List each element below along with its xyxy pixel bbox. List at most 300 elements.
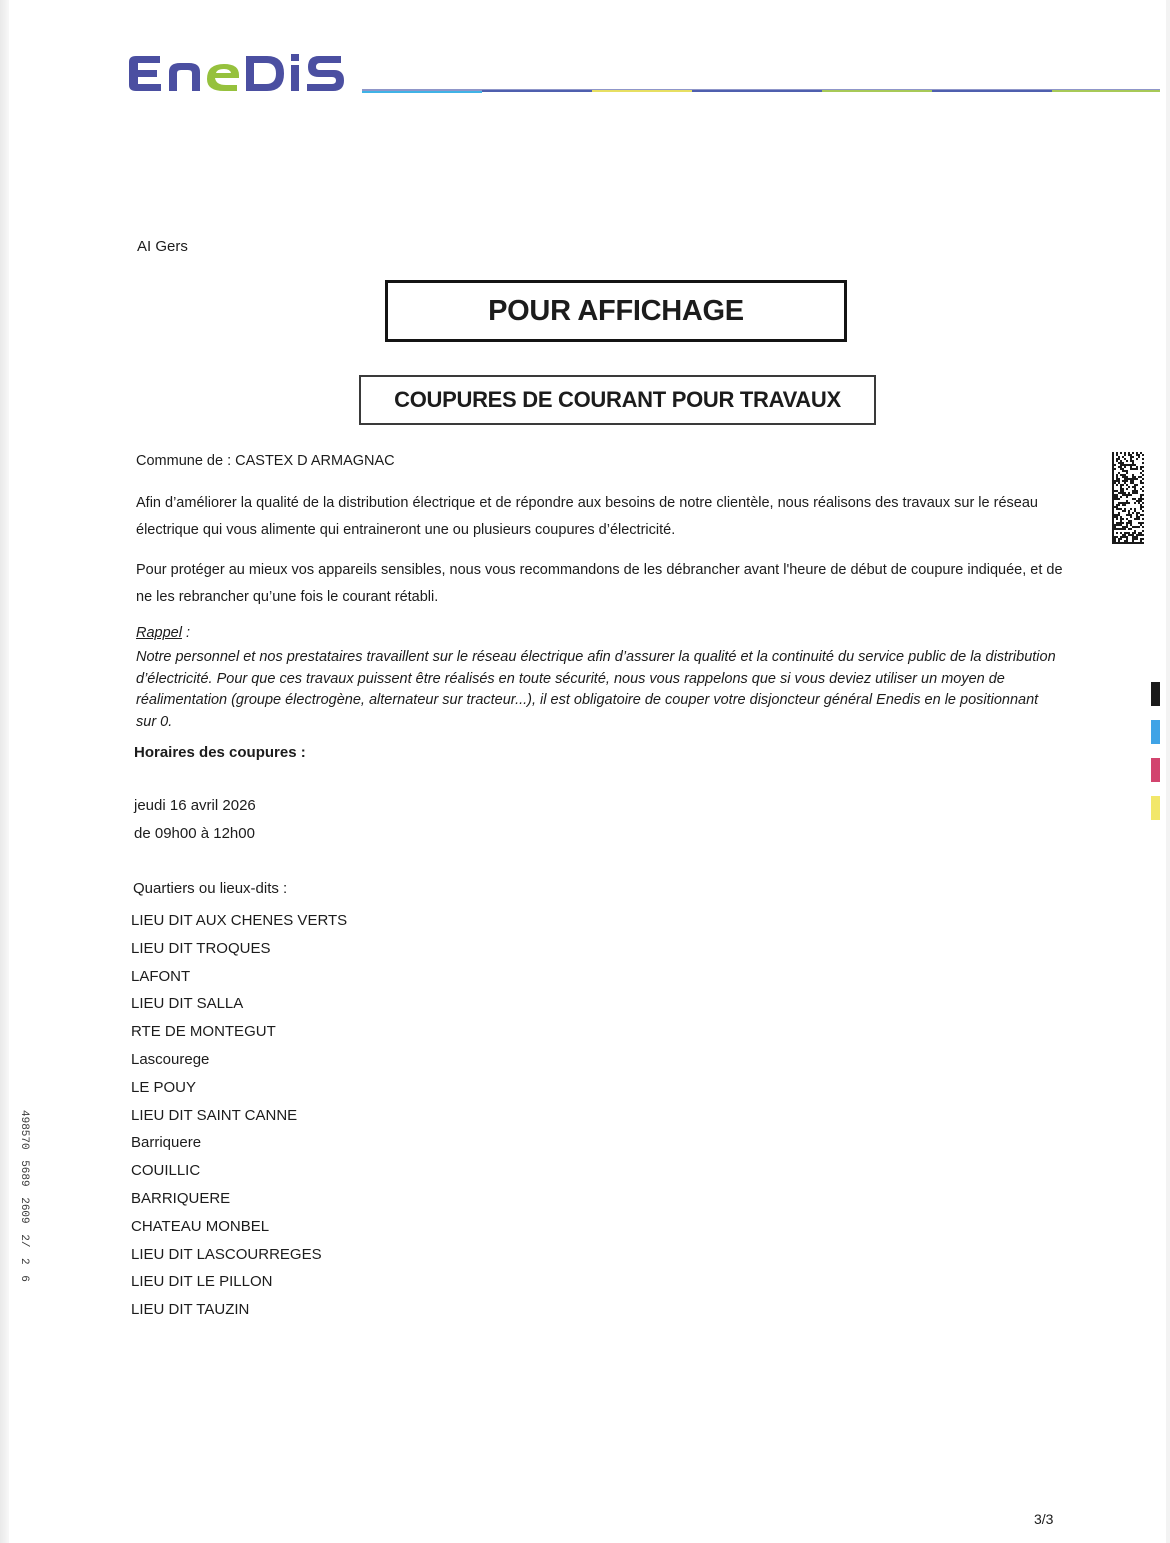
barcode-module [1142,494,1144,496]
barcode-module [1126,524,1128,526]
barcode-module [1126,488,1128,490]
barcode-module [1138,498,1140,500]
barcode-module [1130,466,1132,468]
barcode-module [1118,480,1120,482]
barcode-module [1112,500,1114,502]
barcode-module [1124,478,1126,480]
barcode-module [1116,490,1118,492]
barcode-module [1134,488,1136,490]
list-item: LIEU DIT SALLA [131,995,244,1013]
barcode-module [1120,532,1122,534]
barcode-module [1124,480,1126,482]
barcode-module [1114,516,1116,518]
barcode-module [1126,542,1128,544]
barcode-module [1126,484,1128,486]
barcode-module [1132,492,1134,494]
barcode-module [1120,538,1122,540]
barcode-module [1128,514,1130,516]
barcode-module [1132,452,1134,454]
barcode-module [1116,498,1118,500]
barcode-module [1112,490,1114,492]
barcode-module [1142,502,1144,504]
barcode-module [1114,496,1116,498]
barcode-module [1132,468,1134,470]
barcode-module [1116,522,1118,524]
barcode-module [1142,486,1144,488]
barcode-module [1116,460,1118,462]
barcode-module [1126,478,1128,480]
barcode-module [1118,458,1120,460]
barcode-module [1122,490,1124,492]
barcode-module [1138,532,1140,534]
barcode-module [1140,540,1142,542]
barcode-module [1122,518,1124,520]
document-title: POUR AFFICHAGE [385,280,847,342]
barcode-module [1126,470,1128,472]
barcode-module [1112,516,1114,518]
barcode-module [1124,458,1126,460]
barcode-module [1132,538,1134,540]
barcode-module [1140,476,1142,478]
barcode-module [1116,528,1118,530]
barcode-module [1140,532,1142,534]
barcode-module [1112,492,1114,494]
barcode-module [1124,492,1126,494]
barcode-module [1122,494,1124,496]
print-color-marks [1151,682,1161,834]
barcode-module [1136,468,1138,470]
barcode-module [1112,532,1114,534]
barcode-module [1136,484,1138,486]
barcode-module [1124,482,1126,484]
barcode-module [1126,538,1128,540]
barcode-module [1142,478,1144,480]
list-item: LIEU DIT TAUZIN [131,1301,250,1319]
barcode-module [1124,502,1126,504]
list-item: Barriquere [131,1134,202,1152]
barcode-module [1118,498,1120,500]
barcode-module [1118,466,1120,468]
barcode-module [1130,528,1132,530]
barcode-module [1130,494,1132,496]
barcode-module [1140,496,1142,498]
barcode-module [1112,454,1114,456]
barcode-module [1140,538,1142,540]
places-list [131,907,347,1324]
barcode-module [1138,456,1140,458]
barcode-module [1124,510,1126,512]
barcode-module [1132,478,1134,480]
barcode-module [1112,488,1114,490]
barcode-module [1114,506,1116,508]
barcode-module [1114,498,1116,500]
barcode-module [1124,504,1126,506]
barcode-module [1120,452,1122,454]
rappel-paragraph: Notre personnel et nos prestataires travaillent sur le réseau électrique afin d’assurer la qualité et la continuité du service public de la distribution d’électricité. Pour que ces travaux puissent être réalisés en toute sécurité, nous vous rappelons que si vous deviez utiliser un moyen de réalimentation (groupe électrogène, alternateur sur tracteur...), il est obligatoire de couper votre disjoncteur général Enedis en le positionnant sur 0. [136,649,1056,730]
barcode-module [1122,462,1124,464]
commune-line: Commune de : CASTEX D ARMAGNAC [136,453,395,469]
barcode-module [1120,490,1122,492]
barcode-module [1120,524,1122,526]
outage-date: jeudi 16 avril 2026 [134,797,256,814]
barcode-module [1134,532,1136,534]
barcode-module [1140,506,1142,508]
barcode-module [1128,494,1130,496]
barcode-module [1120,474,1122,476]
barcode-module [1140,522,1142,524]
barcode-module [1114,538,1116,540]
rappel-heading-colon: : [186,625,191,641]
barcode-module [1136,534,1138,536]
barcode-module [1128,492,1130,494]
barcode-module [1138,454,1140,456]
barcode-module [1118,472,1120,474]
barcode-module [1112,460,1114,462]
barcode-module [1130,508,1132,510]
barcode-module [1118,478,1120,480]
list-item: BARRIQUERE [131,1189,231,1207]
barcode-module [1118,492,1120,494]
barcode-module [1122,474,1124,476]
page-right-edge [1166,0,1170,1543]
list-item: COUILLIC [131,1162,201,1180]
barcode-module [1142,510,1144,512]
barcode-module [1128,478,1130,480]
barcode-module [1134,510,1136,512]
barcode-module [1122,464,1124,466]
barcode-module [1124,466,1126,468]
barcode-module [1134,476,1136,478]
barcode-module [1112,536,1114,538]
barcode-module [1136,514,1138,516]
list-item: Lascourege [131,1050,210,1068]
barcode-module [1138,542,1140,544]
barcode-module [1120,528,1122,530]
barcode-module [1116,524,1118,526]
barcode-module [1126,460,1128,462]
barcode-module [1130,480,1132,482]
barcode-module [1112,502,1114,504]
barcode-module [1126,532,1128,534]
barcode-module [1112,470,1114,472]
barcode-module [1132,512,1134,514]
barcode-module [1112,478,1114,480]
barcode-module [1126,518,1128,520]
barcode-module [1128,522,1130,524]
barcode-module [1136,518,1138,520]
barcode-module [1142,490,1144,492]
barcode-module [1134,490,1136,492]
barcode-module [1140,494,1142,496]
barcode-module [1142,470,1144,472]
barcode-module [1112,480,1114,482]
barcode-module [1124,470,1126,472]
barcode-module [1126,536,1128,538]
barcode-module [1116,518,1118,520]
barcode-module [1136,512,1138,514]
page-number: 3/3 [1034,1511,1054,1527]
enedis-logo [127,48,349,98]
barcode-module [1120,492,1122,494]
color-mark-yellow [1151,796,1160,820]
barcode-module [1134,538,1136,540]
list-item: LIEU DIT LE PILLON [131,1273,273,1291]
barcode-module [1116,452,1118,454]
rappel-heading-text: Rappel [136,625,182,641]
barcode-module [1136,542,1138,544]
barcode-module [1140,488,1142,490]
barcode-module [1112,468,1114,470]
barcode-module [1132,532,1134,534]
barcode-module [1122,476,1124,478]
barcode-module [1122,468,1124,470]
barcode-module [1120,462,1122,464]
barcode-module [1112,462,1114,464]
barcode-module [1132,540,1134,542]
barcode-module [1142,522,1144,524]
barcode-module [1136,536,1138,538]
barcode-module [1122,534,1124,536]
barcode-module [1118,502,1120,504]
barcode-module [1134,478,1136,480]
barcode-module [1120,468,1122,470]
barcode-module [1112,522,1114,524]
barcode-module [1142,530,1144,532]
barcode-module [1132,542,1134,544]
barcode-module [1140,468,1142,470]
barcode-module [1134,486,1136,488]
color-mark-magenta [1151,758,1160,782]
barcode-module [1140,482,1142,484]
barcode-module [1142,466,1144,468]
barcode-module [1136,454,1138,456]
barcode-module [1112,510,1114,512]
barcode-module [1128,486,1130,488]
barcode-module [1112,514,1114,516]
barcode-module [1124,508,1126,510]
barcode-module [1136,492,1138,494]
barcode-module [1114,494,1116,496]
barcode-module [1114,514,1116,516]
list-item: LIEU DIT TROQUES [131,939,271,957]
barcode-module [1138,476,1140,478]
barcode-module [1126,494,1128,496]
barcode-module [1116,480,1118,482]
barcode-module [1126,522,1128,524]
list-item: RTE DE MONTEGUT [131,1023,276,1041]
barcode-module [1136,538,1138,540]
barcode-module [1132,474,1134,476]
barcode-module [1130,464,1132,466]
horaires-heading: Horaires des coupures : [134,744,306,761]
barcode-module [1112,524,1114,526]
barcode-module [1132,462,1134,464]
barcode-module [1120,518,1122,520]
list-item: CHATEAU MONBEL [131,1217,270,1235]
barcode-module [1120,496,1122,498]
barcode-module [1134,526,1136,528]
barcode-module [1114,542,1116,544]
barcode-module [1116,508,1118,510]
barcode-module [1126,514,1128,516]
barcode-module [1122,492,1124,494]
barcode-module [1120,488,1122,490]
barcode-module [1112,530,1114,532]
barcode-module [1138,502,1140,504]
barcode-module [1118,524,1120,526]
barcode-module [1126,464,1128,466]
barcode-module [1120,508,1122,510]
barcode-module [1124,532,1126,534]
barcode-module [1124,454,1126,456]
barcode-module [1118,456,1120,458]
barcode-module [1116,494,1118,496]
barcode-module [1140,452,1142,454]
barcode-module [1124,526,1126,528]
barcode-module [1134,530,1136,532]
barcode-module [1124,476,1126,478]
barcode-module [1140,500,1142,502]
barcode-module [1136,458,1138,460]
barcode-module [1130,516,1132,518]
barcode-module [1116,476,1118,478]
barcode-module [1112,464,1114,466]
barcode-module [1140,504,1142,506]
barcode-module [1124,452,1126,454]
barcode-module [1116,516,1118,518]
barcode-module [1116,514,1118,516]
barcode-module [1132,498,1134,500]
barcode-module [1114,524,1116,526]
barcode-module [1126,480,1128,482]
barcode-module [1118,482,1120,484]
barcode-module [1130,524,1132,526]
barcode-module [1116,496,1118,498]
barcode-module [1132,526,1134,528]
barcode-module [1122,484,1124,486]
barcode-module [1126,540,1128,542]
barcode-module [1130,458,1132,460]
barcode-module [1112,484,1114,486]
barcode-module [1112,528,1114,530]
rappel-heading [136,625,182,641]
intro-paragraph: Afin d’améliorer la qualité de la distribution électrique et de répondre aux besoins de notre clientèle, nous réalisons des travaux sur le réseau électrique qui vous alimente qui entraineront une ou plusieurs coupures d’électricité. [136,495,1038,538]
barcode-module [1140,498,1142,500]
barcode-module [1122,536,1124,538]
barcode-module [1142,454,1144,456]
barcode-module [1116,532,1118,534]
barcode-module [1142,506,1144,508]
datamatrix-barcode [1112,452,1144,544]
places-heading: Quartiers ou lieux-dits : [133,880,288,897]
barcode-module [1112,512,1114,514]
barcode-module [1134,508,1136,510]
barcode-module [1126,502,1128,504]
barcode-module [1128,502,1130,504]
barcode-module [1136,452,1138,454]
barcode-module [1124,540,1126,542]
barcode-module [1132,476,1134,478]
barcode-module [1112,482,1114,484]
barcode-module [1124,474,1126,476]
barcode-module [1118,528,1120,530]
list-item: LIEU DIT AUX CHENES VERTS [131,912,348,929]
barcode-module [1140,514,1142,516]
list-item: LE POUY [131,1078,197,1096]
barcode-module [1136,516,1138,518]
barcode-module [1130,460,1132,462]
barcode-module [1120,520,1122,522]
barcode-module [1142,526,1144,528]
barcode-module [1130,542,1132,544]
barcode-module [1116,474,1118,476]
barcode-module [1142,518,1144,520]
barcode-module [1114,540,1116,542]
barcode-module [1114,490,1116,492]
barcode-module [1122,480,1124,482]
barcode-module [1112,452,1114,454]
barcode-module [1132,536,1134,538]
barcode-module [1138,526,1140,528]
barcode-module [1142,534,1144,536]
barcode-module [1138,512,1140,514]
barcode-module [1136,490,1138,492]
barcode-module [1116,542,1118,544]
barcode-module [1122,522,1124,524]
barcode-module [1134,502,1136,504]
barcode-module [1140,524,1142,526]
barcode-module [1112,538,1114,540]
barcode-module [1112,472,1114,474]
barcode-module [1120,486,1122,488]
barcode-module [1134,468,1136,470]
barcode-module [1122,470,1124,472]
barcode-module [1122,502,1124,504]
barcode-module [1114,528,1116,530]
barcode-module [1118,522,1120,524]
barcode-module [1112,476,1114,478]
barcode-module [1124,494,1126,496]
list-item: LIEU DIT SAINT CANNE [131,1106,298,1124]
page-left-edge [0,0,9,1543]
barcode-module [1126,476,1128,478]
barcode-module [1132,464,1134,466]
barcode-module [1118,504,1120,506]
barcode-module [1112,542,1114,544]
barcode-module [1118,514,1120,516]
barcode-module [1134,464,1136,466]
barcode-module [1128,512,1130,514]
document-subtitle: COUPURES DE COURANT POUR TRAVAUX [359,375,876,425]
barcode-module [1112,474,1114,476]
barcode-module [1112,534,1114,536]
barcode-module [1112,504,1114,506]
barcode-module [1128,454,1130,456]
barcode-module [1120,466,1122,468]
barcode-module [1126,500,1128,502]
barcode-module [1128,452,1130,454]
barcode-module [1114,526,1116,528]
barcode-module [1132,482,1134,484]
barcode-module [1116,504,1118,506]
barcode-module [1114,482,1116,484]
barcode-module [1142,482,1144,484]
barcode-module [1128,534,1130,536]
barcode-module [1130,456,1132,458]
barcode-module [1112,458,1114,460]
barcode-module [1112,526,1114,528]
barcode-module [1124,464,1126,466]
